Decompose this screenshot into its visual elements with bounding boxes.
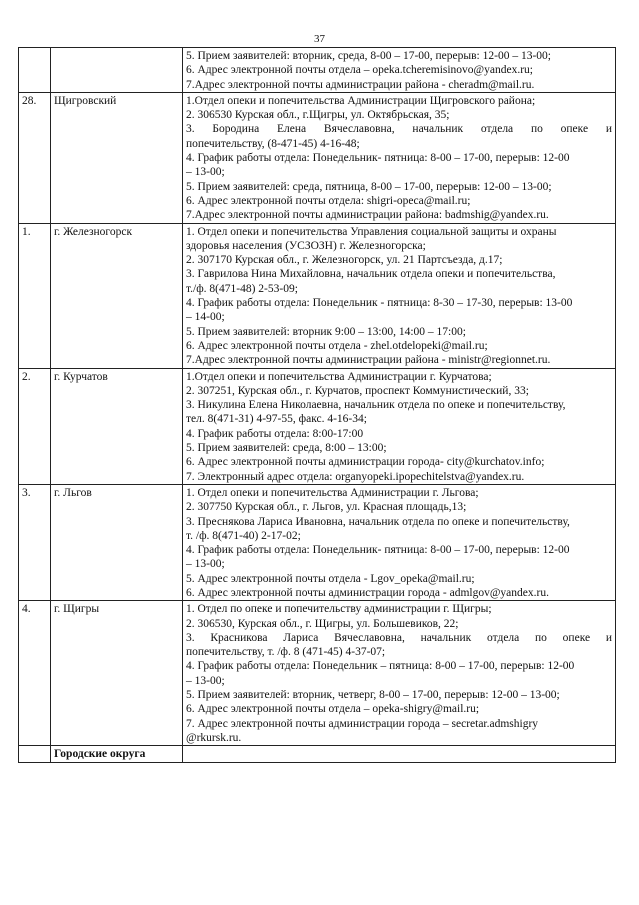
district-info <box>183 601 616 746</box>
info-line: 2. 306530, Курская обл., г. Щигры, ул. Большевиков, 22; <box>186 617 459 630</box>
table-row <box>19 368 616 484</box>
info-line: 4. График работы отдела: Понедельник - пятница: 8-30 – 17-30, перерыв: 13-00 <box>186 297 573 310</box>
row-number: 28. <box>19 92 51 223</box>
info-line: 7.Адрес электронной почты администрации района: badmshig@yandex.ru. <box>186 209 549 222</box>
table-row <box>19 48 616 93</box>
section-footer-row <box>19 746 616 762</box>
info-line: 5. Адрес электронной почты отдела - Lgov_opeka@mail.ru; <box>186 572 475 585</box>
districts-table <box>18 47 616 763</box>
table-row <box>19 601 616 746</box>
info-line: попечительству, т. /ф. 8 (471-45) 4-37-07; <box>186 646 386 659</box>
info-line: – 13-00; <box>186 558 225 571</box>
district-info <box>183 92 616 223</box>
info-line: 4. График работы отдела: 8:00-17:00 <box>186 427 364 440</box>
info-line: @rkursk.ru. <box>186 731 242 744</box>
district-name: г. Льгов <box>51 484 183 600</box>
info-line: здоровья населения (УСЗОЗН) г. Железногорска; <box>186 239 426 252</box>
district-name: г. Щигры <box>51 601 183 746</box>
info-line: 6. Адрес электронной почты администрации города- city@kurchatov.info; <box>186 456 545 469</box>
info-line: 2. 306530 Курская обл., г.Щигры, ул. Октябрьская, 35; <box>186 109 450 122</box>
info-line: 6. Адрес электронной почты администрации города - admlgov@yandex.ru. <box>186 586 549 599</box>
info-line: 5. Прием заявителей: вторник, среда, 8-00 – 17-00, перерыв: 12-00 – 13-00; <box>186 50 551 62</box>
info-line: т./ф. 8(471-48) 2-53-09; <box>186 282 298 295</box>
info-line: 3. Никулина Елена Николаевна, начальник отдела по опеке и попечительству, <box>186 399 566 412</box>
info-line: 4. График работы отдела: Понедельник – пятница: 8-00 – 17-00, перерыв: 12-00 <box>186 660 575 673</box>
info-line: тел. 8(471-31) 4-97-55, факс. 4-16-34; <box>186 413 367 426</box>
info-line: – 13-00; <box>186 166 225 179</box>
district-name: г. Железногорск <box>51 223 183 368</box>
row-number <box>19 48 51 93</box>
districts-table-body <box>19 48 616 763</box>
district-name <box>51 48 183 93</box>
info-line: 2. 307750 Курская обл., г. Льгов, ул. Красная площадь,13; <box>186 501 467 514</box>
row-number: 1. <box>19 223 51 368</box>
info-line: 4. График работы отдела: Понедельник- пятница: 8-00 – 17-00, перерыв: 12-00 <box>186 152 570 165</box>
info-line: 6. Адрес электронной почты отдела – opeka-shigry@mail.ru; <box>186 703 480 716</box>
info-line: – 14-00; <box>186 311 225 324</box>
info-line: 1. Отдел опеки и попечительства Администрации г. Льгова; <box>186 486 479 499</box>
page-number: 37 <box>314 33 325 45</box>
info-line: 1. Отдел опеки и попечительства Управления социальной защиты и охраны <box>186 225 557 238</box>
section-footer-label: Городские округа <box>51 746 183 762</box>
info-line: 6. Адрес электронной почты отдела – opeka.tcheremisinovo@yandex.ru; <box>186 64 534 77</box>
info-line: 5. Прием заявителей: вторник, четверг, 8-00 – 17-00, перерыв: 12-00 – 13-00; <box>186 689 560 702</box>
info-line: 1.Отдел опеки и попечительства Администрации г. Курчатова; <box>186 370 492 383</box>
info-line: 5. Прием заявителей: вторник 9:00 – 13:00, 14:00 – 17:00; <box>186 325 466 338</box>
district-info <box>183 368 616 484</box>
district-info <box>183 223 616 368</box>
district-info <box>183 484 616 600</box>
row-number: 3. <box>19 484 51 600</box>
info-line: 7. Адрес электронной почты администрации города – secretar.admshigry <box>186 717 539 730</box>
info-line: 3. Гаврилова Нина Михайловна, начальник отдела опеки и попечительства, <box>186 268 556 281</box>
info-line: 7.Адрес электронной почты администрации района - ministr@regionnet.ru. <box>186 354 551 367</box>
table-row <box>19 92 616 223</box>
info-line: 3. Бородина Елена Вячеславовна, начальник отдела по опеке и <box>186 123 612 136</box>
table-row <box>19 484 616 600</box>
district-name: Щигровский <box>51 92 183 223</box>
district-name: г. Курчатов <box>51 368 183 484</box>
info-line: попечительству, (8-471-45) 4-16-48; <box>186 137 360 150</box>
info-line: 6. Адрес электронной почты отдела: shigri-opeca@mail.ru; <box>186 194 471 207</box>
section-footer-num <box>19 746 51 762</box>
info-line: 7.Адрес электронной почты администрации района - cheradm@mail.ru. <box>186 78 535 91</box>
info-line: 1. Отдел по опеке и попечительству администрации г. Щигры; <box>186 603 492 616</box>
section-footer-info <box>183 746 616 762</box>
district-info <box>183 48 616 93</box>
info-line: – 13-00; <box>186 674 225 687</box>
info-line: 1.Отдел опеки и попечительства Администрации Щигровского района; <box>186 94 536 107</box>
row-number: 4. <box>19 601 51 746</box>
info-line: 2. 307170 Курская обл., г. Железногорск, ул. 21 Партсъезда, д.17; <box>186 254 503 267</box>
info-line: 5. Прием заявителей: среда, пятница, 8-00 – 17-00, перерыв: 12-00 – 13-00; <box>186 180 552 193</box>
table-row <box>19 223 616 368</box>
row-number: 2. <box>19 368 51 484</box>
info-line: 4. График работы отдела: Понедельник- пятница: 8-00 – 17-00, перерыв: 12-00 <box>186 544 570 557</box>
info-line: 7. Электронный адрес отдела: organyopeki.ipopechitelstva@yandex.ru. <box>186 470 525 483</box>
info-line: 5. Прием заявителей: среда, 8:00 – 13:00; <box>186 442 387 455</box>
info-line: т. /ф. 8(471-40) 2-17-02; <box>186 529 301 542</box>
info-line: 2. 307251, Курская обл., г. Курчатов, проспект Коммунистический, 33; <box>186 384 529 397</box>
info-line: 3. Преснякова Лариса Ивановна, начальник отдела по опеке и попечительству, <box>186 515 570 528</box>
info-line: 6. Адрес электронной почты отдела - zhel.otdelopeki@mail.ru; <box>186 339 488 352</box>
info-line: 3. Красникова Лариса Вячеславовна, начальник отдела по опеке и <box>186 631 612 644</box>
